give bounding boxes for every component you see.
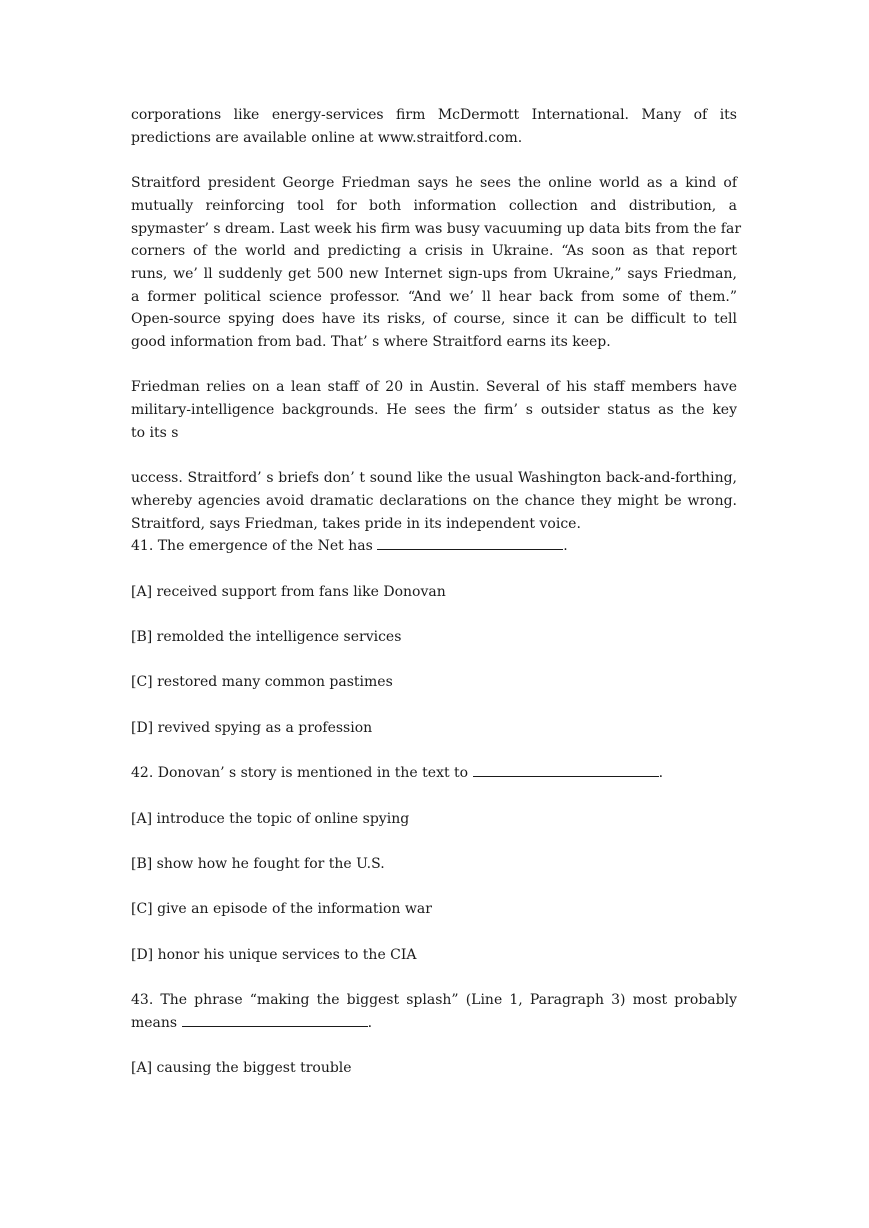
answer-blank xyxy=(182,1012,368,1027)
option-b: [B] remolded the intelligence services xyxy=(131,629,402,646)
text-line: mutually reinforcing tool for both information collection and distribution, a xyxy=(131,197,737,214)
option-a: [A] received support from fans like Donovan xyxy=(131,583,446,600)
text-line: Friedman relies on a lean staff of 20 in Austin. Several of his staff members have xyxy=(131,379,737,396)
question-end: . xyxy=(658,765,664,782)
question-43-stem xyxy=(131,989,737,1012)
text-line: runs, we’ ll suddenly get 500 new Internet sign-ups from Ukraine,” says Friedman, xyxy=(131,265,737,282)
paragraph xyxy=(131,172,742,354)
option-c: [C] restored many common pastimes xyxy=(131,674,393,691)
text-line: Straitford, says Friedman, takes pride in its independent voice. xyxy=(131,515,581,532)
option-d: [D] revived spying as a profession xyxy=(131,719,373,736)
text-line: spymaster’ s dream. Last week his firm was busy vacuuming up data bits from the far xyxy=(131,220,742,237)
option-d: [D] honor his unique services to the CIA xyxy=(131,946,417,963)
option-b: [B] show how he fought for the U.S. xyxy=(131,856,385,873)
answer-blank xyxy=(377,535,563,550)
paragraph xyxy=(131,376,737,444)
answer-blank xyxy=(473,762,659,777)
text-line: whereby agencies avoid dramatic declarations on the chance they might be wrong. xyxy=(131,492,737,509)
question-end: . xyxy=(367,1014,373,1031)
document-page xyxy=(131,104,742,1080)
text-line: to its s xyxy=(131,424,179,441)
text-line: predictions are available online at www.straitford.com. xyxy=(131,129,523,146)
text-line: uccess. Straitford’ s briefs don’ t sound like the usual Washington back-and-forthing, xyxy=(131,470,737,487)
question-text: means xyxy=(131,1014,182,1031)
question-42-stem xyxy=(131,762,737,785)
text-line: corners of the world and predicting a crisis in Ukraine. “As soon as that report xyxy=(131,243,737,260)
option-c: [C] give an episode of the information war xyxy=(131,901,432,918)
paragraph xyxy=(131,467,737,535)
option-a: [A] causing the biggest trouble xyxy=(131,1060,352,1077)
text-line: military-intelligence backgrounds. He sees the firm’ s outsider status as the key xyxy=(131,402,737,419)
text-line: a former political science professor. “And we’ ll hear back from some of them.” xyxy=(131,288,737,305)
question-text: 42. Donovan’ s story is mentioned in the text to xyxy=(131,765,473,782)
text-line: Straitford president George Friedman says he sees the online world as a kind of xyxy=(131,175,737,192)
question-41-stem xyxy=(131,535,737,558)
text-line: good information from bad. That’ s where Straitford earns its keep. xyxy=(131,334,611,351)
question-end: . xyxy=(563,538,568,555)
paragraph xyxy=(131,104,737,149)
option-a: [A] introduce the topic of online spying xyxy=(131,810,410,827)
text-line: Open-source spying does have its risks, of course, since it can be difficult to tell xyxy=(131,311,737,328)
question-text: 43. The phrase “making the biggest splash” (Line 1, Paragraph 3) most probably xyxy=(131,992,737,1009)
question-text: 41. The emergence of the Net has xyxy=(131,538,378,555)
text-line: corporations like energy-services firm McDermott International. Many of its xyxy=(131,107,737,123)
question-43-stem-line2 xyxy=(131,1012,737,1035)
